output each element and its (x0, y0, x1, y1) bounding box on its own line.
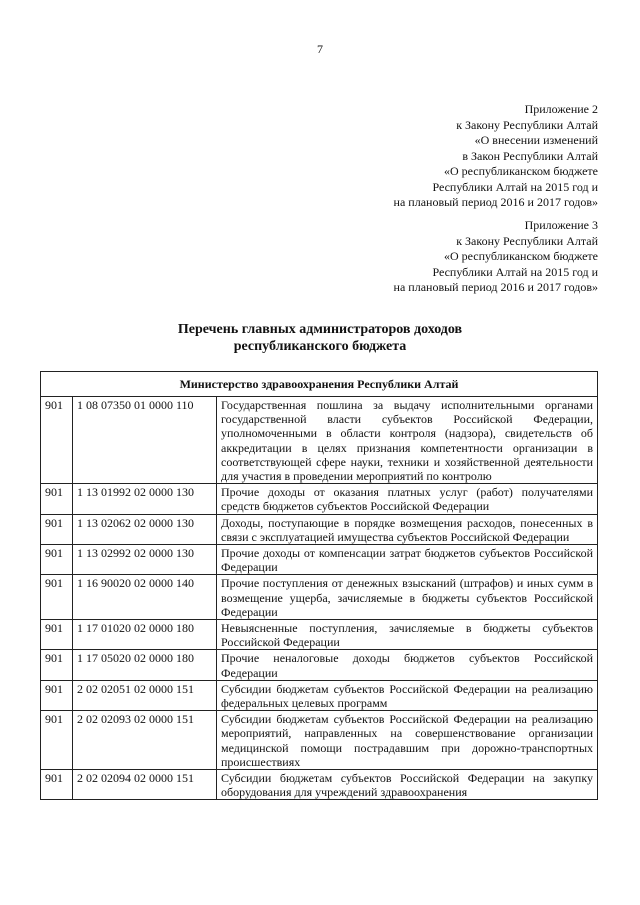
revenue-code: 1 16 90020 02 0000 140 (73, 575, 217, 620)
revenue-name: Доходы, поступающие в порядке возмещения расходов, понесенных в связи с эксплуатацией имущества субъектов Российской Федерации (217, 514, 598, 544)
appendix-2-line: Республики Алтай на 2015 год и (432, 179, 598, 194)
table-row (41, 484, 598, 514)
revenue-name: Прочие доходы от компенсации затрат бюджетов субъектов Российской Федерации (217, 545, 598, 575)
revenue-code: 1 13 02992 02 0000 130 (73, 545, 217, 575)
revenue-code: 2 02 02094 02 0000 151 (73, 770, 217, 800)
appendix-3-line: «О республиканском бюджете (443, 249, 598, 263)
revenue-code: 1 13 01992 02 0000 130 (73, 484, 217, 514)
table-row (41, 711, 598, 770)
administrators-table (40, 371, 598, 800)
revenue-name: Субсидии бюджетам субъектов Российской Федерации на реализацию федеральных целевых программ (217, 680, 598, 710)
revenue-name: Прочие поступления от денежных взысканий (штрафов) и иных сумм в возмещение ущерба, зачисляемые в бюджеты субъектов Российской Федерации (217, 575, 598, 620)
revenue-code: 2 02 02093 02 0000 151 (73, 711, 217, 770)
revenue-code: 1 17 05020 02 0000 180 (73, 650, 217, 680)
document-title (0, 321, 640, 355)
admin-code: 901 (41, 620, 73, 650)
admin-code: 901 (41, 545, 73, 575)
page-number: 7 (317, 42, 323, 56)
admin-code: 901 (41, 484, 73, 514)
revenue-code: 1 17 01020 02 0000 180 (73, 620, 217, 650)
table-row (41, 620, 598, 650)
admin-code: 901 (41, 770, 73, 800)
appendix-2-header (394, 102, 598, 211)
appendix-2-line: «О внесении изменений (474, 133, 598, 147)
title-line-2: республиканского бюджета (233, 339, 407, 354)
table-row (41, 575, 598, 620)
table-row (41, 514, 598, 544)
table-row (41, 545, 598, 575)
admin-code: 901 (41, 650, 73, 680)
admin-code: 901 (41, 680, 73, 710)
section-title: Министерство здравоохранения Республики Алтай (41, 372, 598, 397)
appendix-3-line: Приложение 3 (524, 218, 598, 232)
admin-code: 901 (41, 711, 73, 770)
appendix-2-line: Приложение 2 (524, 102, 598, 116)
section-row (41, 372, 598, 397)
appendix-2-line: «О республиканском бюджете (443, 164, 598, 178)
admin-code: 901 (41, 575, 73, 620)
revenue-code: 1 13 02062 02 0000 130 (73, 514, 217, 544)
revenue-name: Субсидии бюджетам субъектов Российской Федерации на реализацию мероприятий, направленных на совершенствование организации медицинской помощи пострадавшим при дорожно-транспортных происшествиях (217, 711, 598, 770)
revenue-name: Прочие неналоговые доходы бюджетов субъектов Российской Федерации (217, 650, 598, 680)
revenue-name: Прочие доходы от оказания платных услуг (работ) получателями средств бюджетов субъектов Российской Федерации (217, 484, 598, 514)
appendix-2-line: к Закону Республики Алтай (456, 117, 598, 132)
table-row (41, 650, 598, 680)
revenue-code: 1 08 07350 01 0000 110 (73, 397, 217, 484)
table-row (41, 397, 598, 484)
revenue-name: Государственная пошлина за выдачу исполнительными органами государственной власти субъектов Российской Федерации, уполномоченными в области контроля (надзора), свидетельств об аккредитации в целях признания компетентности организации в соответствующей сфере науки, техники и хозяйственной деятельности для участия в проведении мероприятий по контролю (217, 397, 598, 484)
appendix-3-line: Республики Алтай на 2015 год и (432, 264, 598, 279)
admin-code: 901 (41, 397, 73, 484)
table-row (41, 680, 598, 710)
admin-code: 901 (41, 514, 73, 544)
table-row (41, 770, 598, 800)
revenue-name: Субсидии бюджетам субъектов Российской Федерации на закупку оборудования для учреждений здравоохранения (217, 770, 598, 800)
appendix-2-line: на плановый период 2016 и 2017 годов» (393, 195, 598, 209)
appendix-3-line: на плановый период 2016 и 2017 годов» (393, 280, 598, 294)
appendix-3-line: к Закону Республики Алтай (456, 233, 598, 248)
revenue-code: 2 02 02051 02 0000 151 (73, 680, 217, 710)
title-line-1: Перечень главных администраторов доходов (177, 322, 463, 337)
revenue-name: Невыясненные поступления, зачисляемые в бюджеты субъектов Российской Федерации (217, 620, 598, 650)
appendix-3-header (394, 218, 598, 296)
appendix-2-line: в Закон Республики Алтай (462, 148, 598, 163)
